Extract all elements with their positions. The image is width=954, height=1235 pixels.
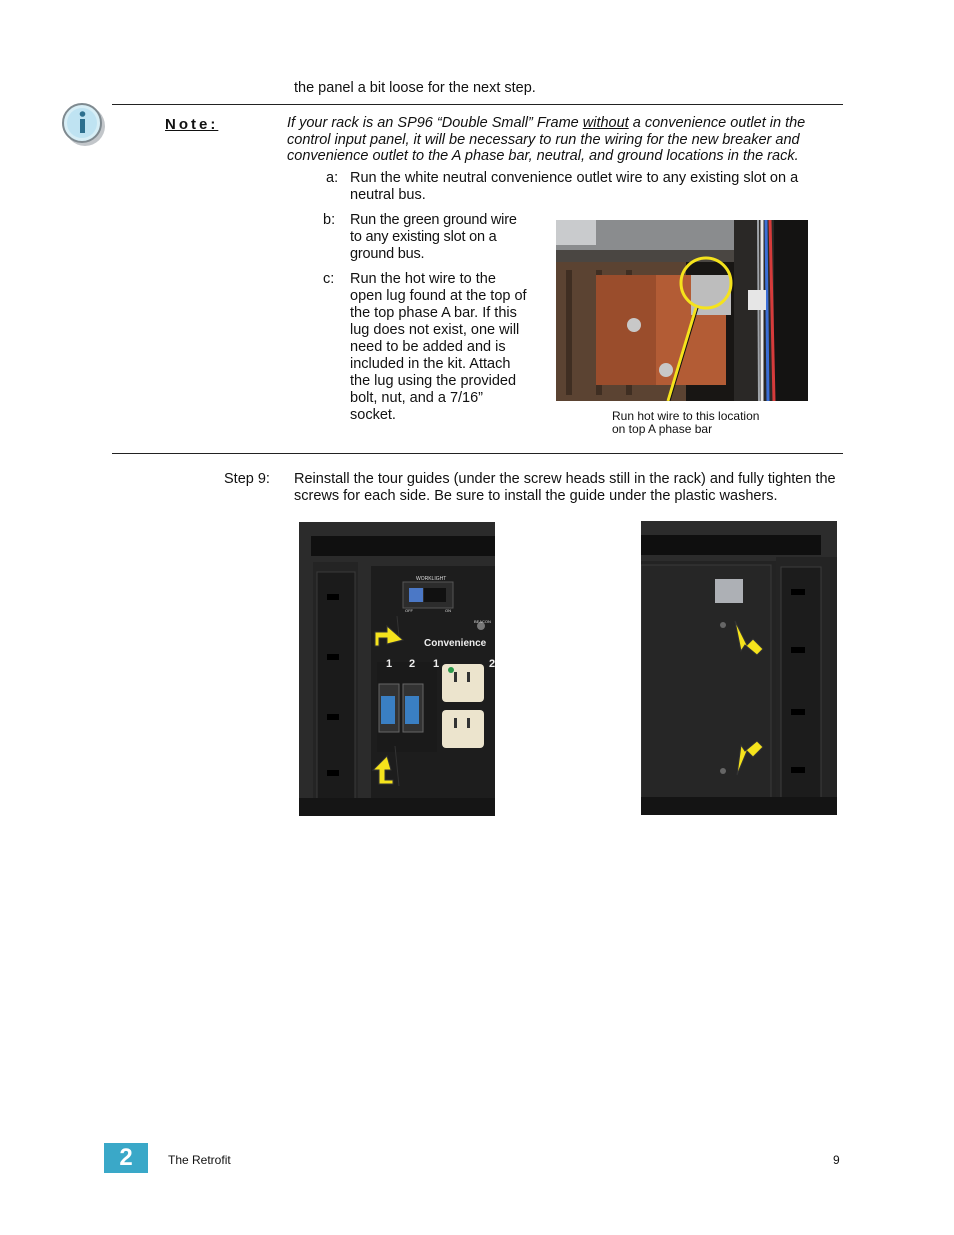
item-a-letter: a: [326, 170, 339, 186]
info-icon [58, 100, 108, 150]
on-label: ON [445, 608, 451, 613]
breaker-number-1: 1 [386, 658, 393, 670]
item-a-text: Run the white neutral convenience outlet wire to any existing slot on a neutral bus. [350, 170, 799, 203]
intro-line: the panel a bit loose for the next step. [294, 80, 536, 96]
outlet-number-2: 2 [489, 658, 495, 670]
step-text: Reinstall the tour guides (under the screw heads still in the rack) and fully tighten the screws for each side. Be sure to install the guide under the plastic washers. [294, 471, 836, 504]
chapter-title: The Retrofit [168, 1153, 231, 1167]
off-label: OFF [405, 608, 413, 613]
worklight-label: WORKLIGHT [416, 576, 447, 582]
note-paragraph [287, 115, 843, 165]
note-label: Note: [165, 116, 219, 133]
item-c-letter: c: [323, 271, 335, 287]
item-c-text: Run the hot wire to the open lug found at the top of the top phase A bar. If this lug does not exist, one will need to be added and is included in the kit. Attach the lug using the provided bolt, nut, and a 7/16” socket. [350, 271, 527, 423]
note-text-underlined: without [582, 115, 629, 131]
photo-caption-line1: Run hot wire to this location [612, 409, 760, 423]
photo-blank-panel [641, 521, 837, 815]
beacon-label: BEACON [474, 619, 491, 624]
step-label: Step 9: [224, 471, 270, 487]
page-number: 9 [833, 1153, 840, 1167]
photo-caption-line2: on top A phase bar [612, 422, 713, 436]
breaker-number-2: 2 [409, 658, 416, 670]
chapter-number-box: 2 [104, 1143, 148, 1173]
note-text-after: a convenience outlet in the control input panel, it will be necessary to run the wiring for the new breaker and convenience outlet to the A phase bar, neutral, and ground locations in the rack. [287, 115, 806, 164]
item-b-letter: b: [323, 212, 336, 228]
photo-phase-bar [556, 220, 808, 401]
item-b-text: Run the green ground wire to any existing slot on a ground bus. [350, 212, 517, 262]
outlet-number-1: 1 [433, 658, 440, 670]
note-top-rule [112, 104, 843, 105]
convenience-label: Convenience [424, 638, 487, 649]
note-text-before: If your rack is an SP96 “Double Small” Frame [287, 115, 583, 131]
note-bottom-rule [112, 453, 843, 454]
photo-convenience-panel [299, 522, 495, 816]
